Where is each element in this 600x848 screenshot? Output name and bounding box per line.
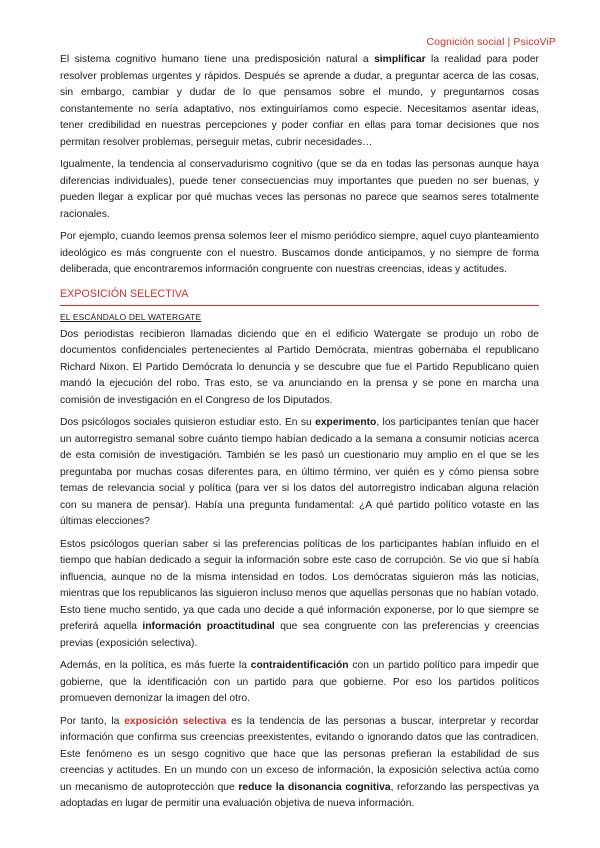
- intro-paragraph-2: Igualmente, la tendencia al conservadurismo cognitivo (que se da en todas las personas aunque haya diferencias individuales), puede tener consecuencias muy importantes que pueden no ser buenas, y pueden llegar a explicar por qué muchas veces las personas no parece que seamos seres totalmente racionales.: [60, 159, 539, 220]
- bold-term: contraidentificación: [250, 660, 349, 671]
- experiment-paragraph: Dos psicólogos sociales quisieron estudiar esto. En su experimento, los participantes tenían que hacer un autorregistro semanal sobre cuánto tiempo habían dedicado a la semana a consumir noticias acerca de esta comisión de investigación. También se les pasó un cuestionario muy amplio en el que se les preguntaba por muchas cosas diferentes para, en último término, ver quién es y cómo piensa sobre temas de relevancia social y política (para ver si los datos del autorregistro indicaban alguna relación con su manera de pensar). Había una pregunta fundamental: ¿A qué partido político votaste en las últimas elecciones?: [60, 417, 539, 527]
- section-title: EXPOSICIÓN SELECTIVA: [60, 286, 539, 307]
- definition-paragraph: Por tanto, la exposición selectiva es la tendencia de las personas a buscar, interpretar y recordar información que confirma sus creencias preexistentes, evitando o ignorando datos que las contradicen. Este fenómeno es un sesgo cognitivo que hace que las personas prefieran la estabilidad de sus creencias y actitudes. En un mundo con un exceso de información, la exposición selectiva actúa como un mecanismo de autoprotección que reduce la disonancia cognitiva, reforzando las perspectivas ya adoptadas en lugar de permitir una evaluación objetiva de nueva información.: [60, 715, 539, 809]
- bold-term: reduce la disonancia cognitiva: [238, 781, 391, 793]
- subsection-title: EL ESCÁNDALO DEL WATERGATE: [60, 312, 202, 322]
- counter-identification-paragraph: Además, en la política, es más fuerte la contraidentificación con un partido político para impedir que gobierne, que la identificación con un partido para que gobierne. Por eso los partidos políticos promueven demonizar la imagen del otro.: [60, 660, 539, 704]
- intro-paragraph-1: El sistema cognitivo humano tiene una predisposición natural a simplificar la realidad para poder resolver problemas urgentes y rápidos. Después se aprende a dudar, a preguntar acerca de las cosas, sin embargo, cambiar y dudar de lo que pensamos sobre el mundo, y preguntarnos cosas constantemente no sería adaptativo, nos extinguiríamos como especie. Necesitamos asentar ideas, tener credibilidad en nuestras percepciones y poder confiar en ellas para tomar decisiones que nos permitan resolver problemas, perseguir metas, cubrir necesidades…: [60, 54, 539, 148]
- bold-term: experimento: [315, 417, 377, 428]
- bold-term: simplificar: [374, 54, 426, 65]
- intro-paragraph-3: Por ejemplo, cuando leemos prensa solemos leer el mismo periódico siempre, aquel cuyo planteamiento ideológico es más congruente con el nuestro. Buscamos donde anticipamos, y no siempre de forma deliberada, que encontraremos información congruente con nuestras creencias, ideas y actitudes.: [60, 231, 539, 275]
- document-body: [60, 52, 539, 819]
- watergate-paragraph: Dos periodistas recibieron llamadas diciendo que en el edificio Watergate se produjo un robo de documentos confidenciales pertenecientes al Partido Demócrata, mientras gobernaba el republicano Richard Nixon. El Partido Demócrata lo denuncia y se descubre que fue el Partido Republicano quien mandó la ejecución del robo. Tras esto, se va anunciando en la prensa y se pone en marcha una comisión de investigación en el Congreso de los Diputados.: [60, 328, 539, 406]
- page-header: Cognición social | PsicoViP: [426, 36, 556, 48]
- results-paragraph: Estos psicólogos querían saber si las preferencias políticas de los participantes habían influido en el tiempo que habían dedicado a seguir la información sobre este caso de corrupción. Se vio que sí había influencia, aunque no de la misma intensidad en todos. Los demócratas siguieron más las noticias, mientras que los republicanos las siguieron incluso menos que aquellas personas que no habían votado. Esto tiene mucho sentido, ya que cada uno decide a qué información exponerse, por lo que siempre se preferirá aquella información proactitudinal que sea congruente con las preferencias y creencias previas (exposición selectiva).: [60, 538, 539, 649]
- highlighted-term: exposición selectiva: [124, 715, 227, 727]
- bold-term: información proactitudinal: [142, 621, 275, 632]
